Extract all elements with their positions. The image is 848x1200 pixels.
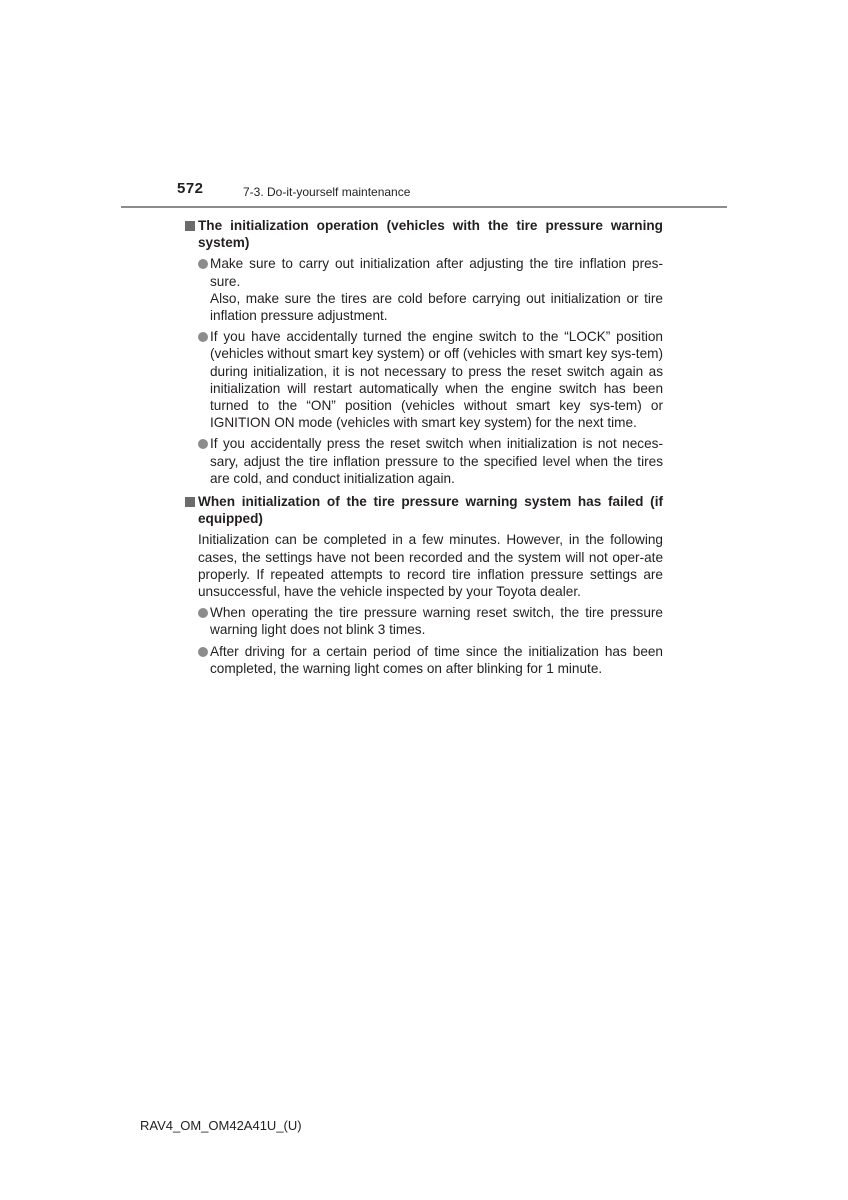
square-bullet-icon: [185, 221, 195, 231]
square-bullet-icon: [185, 497, 195, 507]
circle-bullet-icon: [198, 439, 208, 449]
list-item-text: After driving for a certain period of time since the initialization has been completed, the warning light comes on after blinking for 1 minute.: [210, 643, 663, 676]
circle-bullet-icon: [198, 259, 208, 269]
document-code: RAV4_OM_OM42A41U_(U): [140, 1118, 302, 1133]
circle-bullet-icon: [198, 647, 208, 657]
section-initialization-failed: [185, 493, 663, 677]
section-body: [185, 255, 663, 487]
list-item: [198, 328, 663, 431]
circle-bullet-icon: [198, 332, 208, 342]
section-heading-text: The initialization operation (vehicles with the tire pressure warning system): [198, 218, 663, 251]
list-item: [198, 604, 663, 638]
page-content: [185, 214, 663, 683]
list-item-text: When operating the tire pressure warning reset switch, the tire pressure warning light does not blink 3 times.: [210, 605, 663, 638]
section-heading-text: When initialization of the tire pressure warning system has failed (if equipped): [198, 494, 663, 527]
section-initialization-operation: [185, 217, 663, 487]
section-heading: [185, 493, 663, 527]
section-heading: [185, 217, 663, 251]
list-item-text: Make sure to carry out initialization after adjusting the tire inflation pres-sure.: [210, 256, 663, 289]
section-intro: Initialization can be completed in a few minutes. However, in the following cases, the settings have not been recorded and the system will not oper-ate properly. If repeated attempts to record tire inflation pressure settings are unsuccessful, have the vehicle inspected by your Toyota dealer.: [198, 532, 663, 600]
list-item: [198, 255, 663, 324]
list-item-text: If you accidentally press the reset switch when initialization is not neces-sary, adjust the tire inflation pressure to the specified level when the tires are cold, and conduct initialization again.: [210, 436, 663, 486]
section-title: 7-3. Do-it-yourself maintenance: [243, 185, 411, 199]
list-item: [198, 435, 663, 487]
page-number: 572: [177, 180, 204, 197]
header-rule: [121, 206, 727, 208]
list-item-text: If you have accidentally turned the engine switch to the “LOCK” position (vehicles without smart key system) or off (vehicles with smart key sys-tem) during initialization, it is not necessary to press the reset switch again as initialization will restart automatically when the engine switch has been turned to the “ON” position (vehicles without smart key sys-tem) or IGNITION ON mode (vehicles with smart key system) for the next time.: [210, 329, 663, 431]
circle-bullet-icon: [198, 608, 208, 618]
list-item-text: Also, make sure the tires are cold before carrying out initialization or tire inflation pressure adjustment.: [210, 290, 663, 324]
page-header: [0, 180, 848, 210]
section-body: [185, 531, 663, 677]
list-item: [198, 643, 663, 677]
